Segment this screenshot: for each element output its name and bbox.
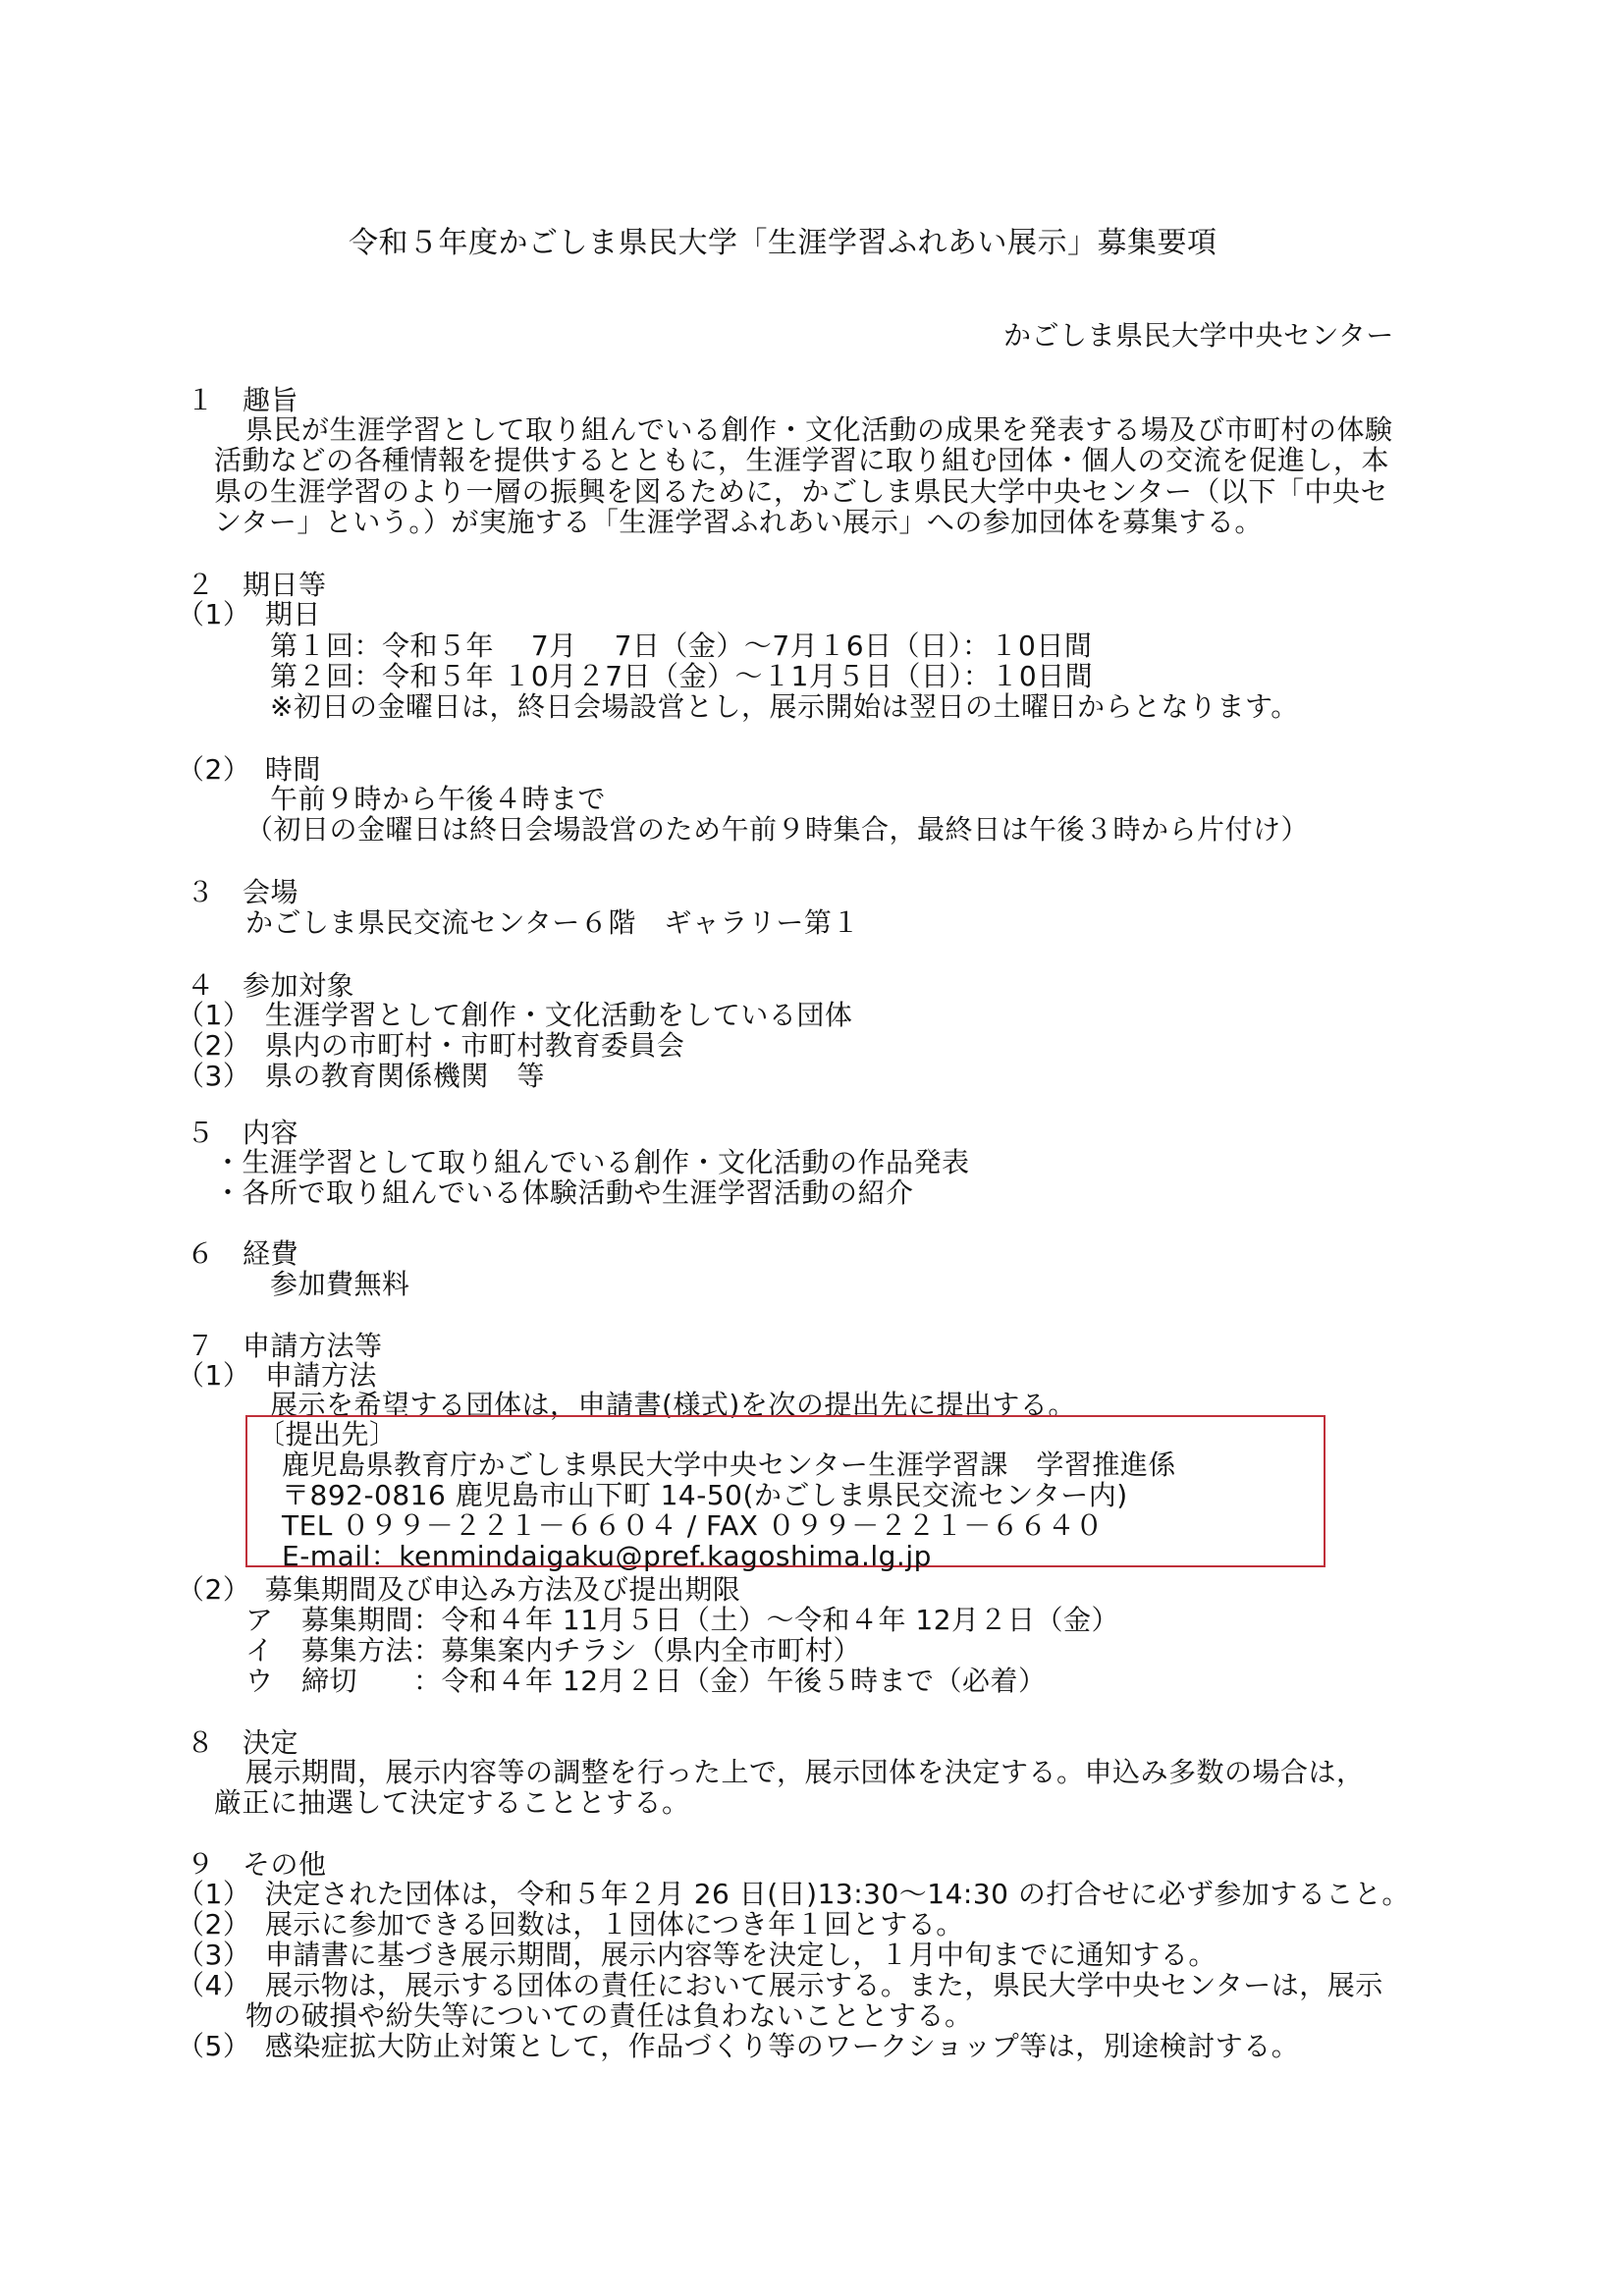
other-item-continued: 物の破損や紛失等についての責任は負わないこととする。 bbox=[245, 1999, 973, 2032]
other-item: （2） 展示に参加できる回数は，１団体につき年１回とする。 bbox=[177, 1908, 964, 1941]
section-2-heading: ２ 期日等 bbox=[187, 569, 327, 601]
section-5-heading: ５ 内容 bbox=[187, 1117, 299, 1149]
submission-address: 〒892-0816 鹿児島市山下町 14-50(かごしま県民交流センター内) bbox=[282, 1479, 1128, 1511]
decision-line: 厳正に抽選して決定することとする。 bbox=[214, 1786, 690, 1819]
target-item: （1） 生涯学習として創作・文化活動をしている団体 bbox=[177, 999, 853, 1031]
recruit-deadline: ウ 締切 ：令和４年 12月２日（金）午後５時まで（必着） bbox=[245, 1665, 1047, 1697]
submission-email: E-mail：kenmindaigaku@pref.kagoshima.lg.jp bbox=[282, 1540, 932, 1572]
venue-text: かごしま県民交流センター６階 ギャラリー第１ bbox=[245, 906, 860, 939]
cost-text: 参加費無料 bbox=[270, 1268, 410, 1300]
schedule-note: ※初日の金曜日は，終日会場設営とし，展示開始は翌日の土曜日からとなります。 bbox=[270, 690, 1299, 723]
section-6-heading: ６ 経費 bbox=[187, 1237, 299, 1270]
section-7-heading: ７ 申請方法等 bbox=[187, 1330, 383, 1362]
schedule-round-2: 第２回：令和５年 １0月２7日（金）～１1月５日（日）：１0日間 bbox=[270, 660, 1094, 692]
submission-label: 〔提出先〕 bbox=[257, 1418, 398, 1450]
schedule-round-1: 第１回：令和５年 7月 7日（金）～7月１6日（日）：１0日間 bbox=[270, 629, 1093, 662]
recruit-period: ア 募集期間：令和４年 11月５日（土）～令和４年 12月２日（金） bbox=[245, 1604, 1120, 1636]
application-text: 展示を希望する団体は，申請書(様式)を次の提出先に提出する。 bbox=[270, 1389, 1076, 1421]
other-item: （4） 展示物は，展示する団体の責任において展示する。また，県民大学中央センターは，展示 bbox=[177, 1969, 1383, 2001]
time-note: （初日の金曜日は終日会場設営のため午前９時集合，最終日は午後３時から片付け） bbox=[245, 813, 1310, 846]
other-item: （5） 感染症拡大防止対策として，作品づくり等のワークショップ等は，別途検討する。 bbox=[177, 2030, 1300, 2062]
other-item: （1） 決定された団体は，令和５年２月 26 日(日)13:30～14:30 の打合せに必ず参加すること。 bbox=[177, 1878, 1410, 1910]
target-item: （2） 県内の市町村・市町村教育委員会 bbox=[177, 1029, 685, 1062]
section-2-sub1: （1） 期日 bbox=[177, 598, 321, 630]
section-3-heading: ３ 会場 bbox=[187, 876, 299, 908]
section-9-heading: ９ その他 bbox=[187, 1848, 327, 1881]
document-title: 令和５年度かごしま県民大学「生涯学習ふれあい展示」募集要項 bbox=[349, 226, 1217, 260]
section-1-line: 県民が生涯学習として取り組んでいる創作・文化活動の成果を発表する場及び市町村の体験 bbox=[245, 413, 1393, 446]
content-item: ・生涯学習として取り組んでいる創作・文化活動の作品発表 bbox=[214, 1146, 970, 1178]
recruit-method: イ 募集方法：募集案内チラシ（県内全市町村） bbox=[245, 1634, 862, 1667]
submission-office: 鹿児島県教育庁かごしま県民大学中央センター生涯学習課 学習推進係 bbox=[282, 1449, 1176, 1481]
content-item: ・各所で取り組んでいる体験活動や生涯学習活動の紹介 bbox=[214, 1176, 914, 1209]
section-2-sub2: （2） 時間 bbox=[177, 753, 321, 786]
section-1-heading: １ 趣旨 bbox=[187, 384, 299, 416]
section-8-heading: ８ 決定 bbox=[187, 1726, 299, 1759]
section-7-sub1: （1） 申請方法 bbox=[177, 1359, 377, 1392]
section-7-sub2: （2） 募集期間及び申込み方法及び提出期限 bbox=[177, 1573, 741, 1606]
section-1-line: 活動などの各種情報を提供するとともに，生涯学習に取り組む団体・個人の交流を促進し，本 bbox=[214, 444, 1390, 476]
section-1-line: 県の生涯学習のより一層の振興を図るために，かごしま県民大学中央センター（以下「中央セ bbox=[214, 475, 1388, 508]
section-4-heading: ４ 参加対象 bbox=[187, 969, 355, 1002]
decision-line: 展示期間，展示内容等の調整を行った上で，展示団体を決定する。申込み多数の場合は， bbox=[245, 1756, 1365, 1788]
issuing-organization: かごしま県民大学中央センター bbox=[1003, 319, 1394, 352]
target-item: （3） 県の教育関係機関 等 bbox=[177, 1060, 545, 1092]
time-text: 午前９時から午後４時まで bbox=[270, 783, 607, 815]
section-1-line: ンター」という。）が実施する「生涯学習ふれあい展示」への参加団体を募集する。 bbox=[214, 506, 1263, 538]
submission-phone-fax: TEL ０９９－２２１－６６０４ / FAX ０９９－２２１－６６４０ bbox=[282, 1509, 1104, 1542]
other-item: （3） 申請書に基づき展示期間，展示内容等を決定し，１月中旬までに通知する。 bbox=[177, 1939, 1217, 1971]
